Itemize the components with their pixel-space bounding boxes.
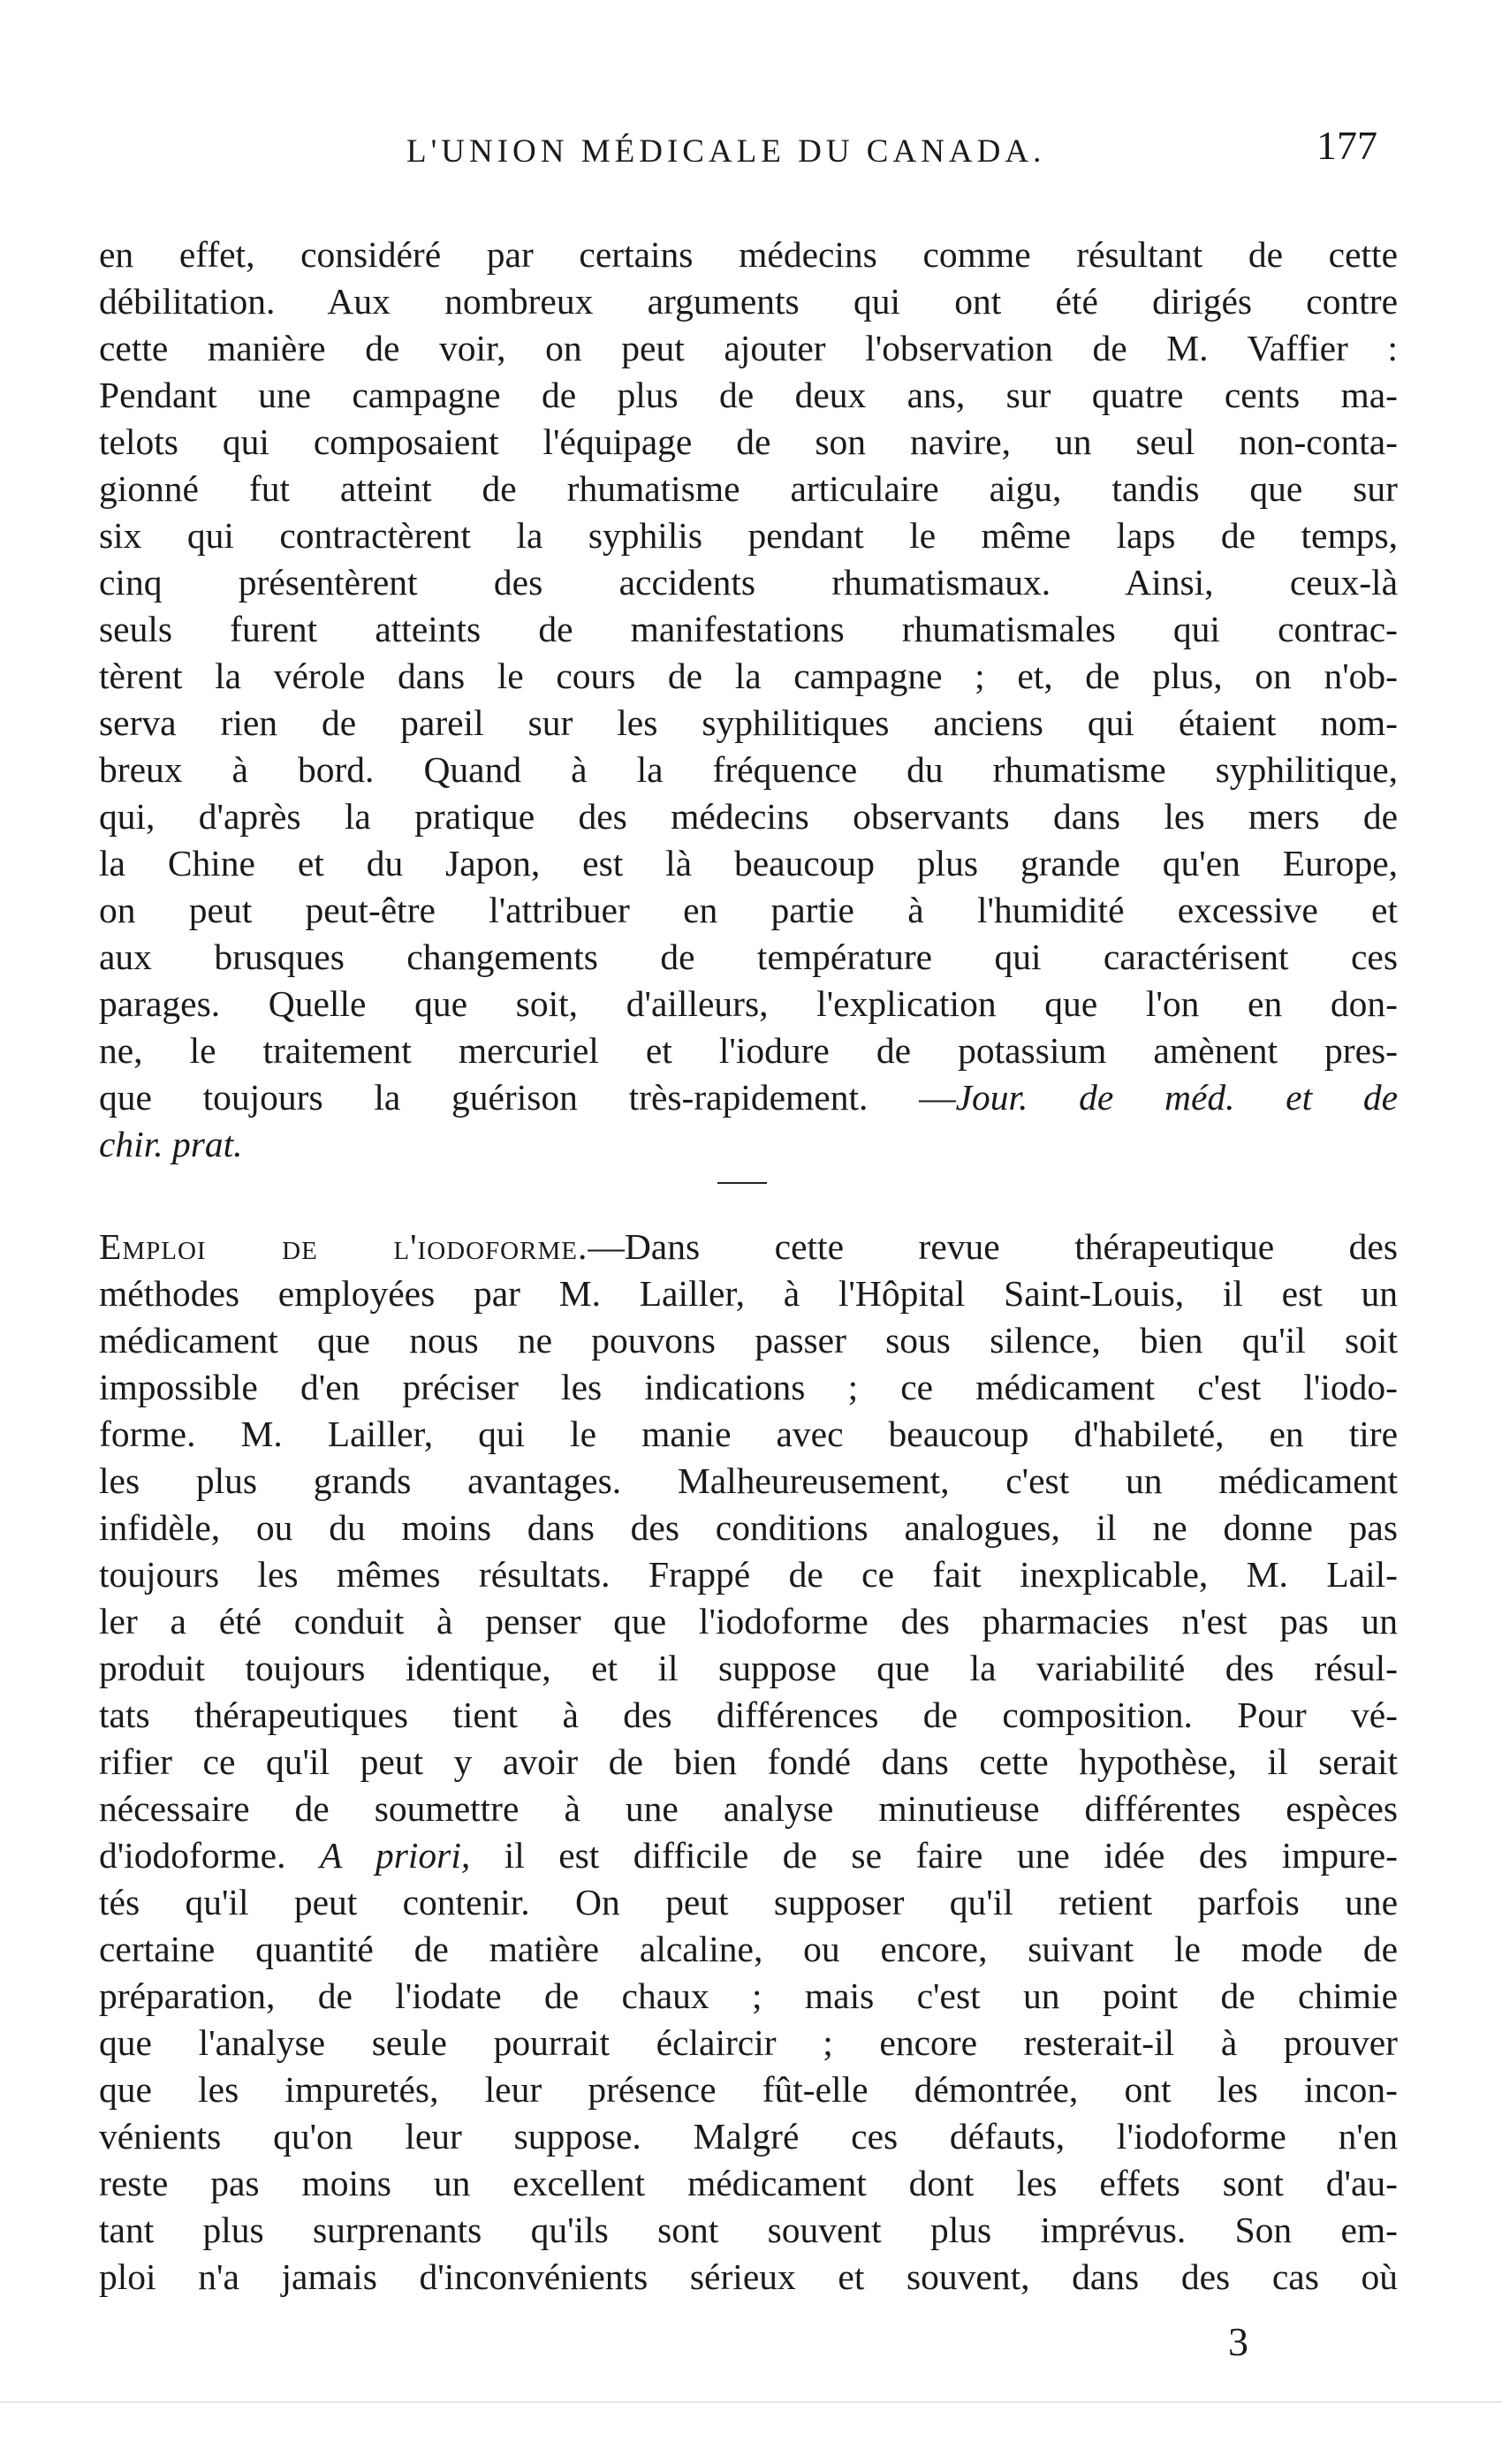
page-number: 177: [1316, 123, 1377, 168]
text-line: la Chine et du Japon, est là beaucoup plus grande qu'en Europe,: [99, 843, 1398, 883]
text-line: tèrent la vérole dans le cours de la campagne ; et, de plus, on n'ob-: [99, 656, 1398, 696]
text-line: on peut peut-être l'attribuer en partie à l'humidité excessive et: [99, 890, 1398, 930]
text-line: rifier ce qu'il peut y avoir de bien fondé dans cette hypothèse, il serait: [99, 1741, 1398, 1782]
text-line: toujours les mêmes résultats. Frappé de ce fait inexplicable, M. Lail-: [99, 1554, 1398, 1595]
text-fragment: il est difficile de se faire une idée des impure-: [504, 1835, 1398, 1876]
section-heading: Emploi de l'iodoforme.: [99, 1226, 588, 1267]
text-fragment: d'iodoforme.: [99, 1835, 286, 1876]
text-fragment: que toujours la guérison très-rapidement. —: [99, 1077, 956, 1118]
text-line: que les impuretés, leur présence fût-elle démontrée, ont les incon-: [99, 2069, 1398, 2110]
text-line: méthodes employées par M. Lailler, à l'Hôpital Saint-Louis, il est un: [99, 1273, 1398, 1314]
text-line: ne, le traitement mercuriel et l'iodure de potassium amènent pres-: [99, 1030, 1398, 1071]
text-line: [99, 1121, 1398, 1168]
running-head: [0, 122, 1502, 175]
article-iodoforme: [99, 1224, 1398, 2301]
signature-mark: 3: [1228, 2319, 1248, 2364]
text-line: forme. M. Lailler, qui le manie avec beaucoup d'habileté, en tire: [99, 1414, 1398, 1454]
text-line-heading: [99, 1224, 1398, 1270]
text-line: serva rien de pareil sur les syphilitiques anciens qui étaient nom-: [99, 702, 1398, 743]
source-citation: Jour. de méd. et de: [955, 1077, 1398, 1118]
text-line: produit toujours identique, et il suppose que la variabilité des résul-: [99, 1648, 1398, 1688]
text-line: telots qui composaient l'équipage de son navire, un seul non-conta-: [99, 421, 1398, 462]
text-line: vénients qu'on leur suppose. Malgré ces défauts, l'iodoforme n'en: [99, 2116, 1398, 2157]
article-rhumatisme: [99, 231, 1398, 1168]
text-line: cette manière de voir, on peut ajouter l'observation de M. Vaffier :: [99, 328, 1398, 368]
text-line: impossible d'en préciser les indications ; ce médicament c'est l'iodo-: [99, 1367, 1398, 1407]
text-line: aux brusques changements de température qui caractérisent ces: [99, 936, 1398, 977]
text-line: gionné fut atteint de rhumatisme articulaire aigu, tandis que sur: [99, 468, 1398, 509]
text-line: infidèle, ou du moins dans des conditions analogues, il ne donne pas: [99, 1507, 1398, 1548]
text-line: cinq présentèrent des accidents rhumatismaux. Ainsi, ceux-là: [99, 562, 1398, 603]
text-line: breux à bord. Quand à la fréquence du rhumatisme syphilitique,: [99, 749, 1398, 790]
text-line: débilitation. Aux nombreux arguments qui ont été dirigés contre: [99, 281, 1398, 322]
text-fragment: —Dans cette revue thérapeutique des: [588, 1226, 1398, 1267]
text-line: six qui contractèrent la syphilis pendant le même laps de temps,: [99, 515, 1398, 556]
text-line: nécessaire de soumettre à une analyse minutieuse différentes espèces: [99, 1788, 1398, 1829]
section-divider: [717, 1182, 767, 1184]
text-line: certaine quantité de matière alcaline, ou encore, suivant le mode de: [99, 1929, 1398, 1969]
text-line: ler a été conduit à penser que l'iodoforme des pharmacies n'est pas un: [99, 1601, 1398, 1641]
text-line-with-source: [99, 1074, 1398, 1121]
text-line: qui, d'après la pratique des médecins observants dans les mers de: [99, 796, 1398, 837]
source-citation-end: chir. prat.: [99, 1124, 243, 1164]
text-line: tés qu'il peut contenir. On peut supposer qu'il retient parfois une: [99, 1882, 1398, 1922]
text-line: les plus grands avantages. Malheureusement, c'est un médicament: [99, 1460, 1398, 1501]
text-line: tats thérapeutiques tient à des différences de composition. Pour vé-: [99, 1694, 1398, 1735]
italic-phrase: A priori,: [319, 1835, 471, 1876]
text-line: médicament que nous ne pouvons passer sous silence, bien qu'il soit: [99, 1320, 1398, 1361]
text-line: tant plus surprenants qu'ils sont souvent plus imprévus. Son em-: [99, 2210, 1398, 2250]
text-line: Pendant une campagne de plus de deux ans, sur quatre cents ma-: [99, 375, 1398, 415]
text-line: en effet, considéré par certains médecins comme résultant de cette: [99, 234, 1398, 275]
text-line: préparation, de l'iodate de chaux ; mais c'est un point de chimie: [99, 1975, 1398, 2016]
running-title: L'UNION MÉDICALE DU CANADA.: [406, 133, 1046, 170]
text-line: parages. Quelle que soit, d'ailleurs, l'explication que l'on en don-: [99, 983, 1398, 1024]
text-line: que l'analyse seule pourrait éclaircir ; encore resterait-il à prouver: [99, 2022, 1398, 2063]
text-line: reste pas moins un excellent médicament dont les effets sont d'au-: [99, 2163, 1398, 2203]
page-edge: [0, 2401, 1502, 2403]
text-line: ploi n'a jamais d'inconvénients sérieux et souvent, dans des cas où: [99, 2256, 1398, 2297]
text-line-with-italic: [99, 1832, 1398, 1879]
text-line: seuls furent atteints de manifestations rhumatismales qui contrac-: [99, 609, 1398, 649]
